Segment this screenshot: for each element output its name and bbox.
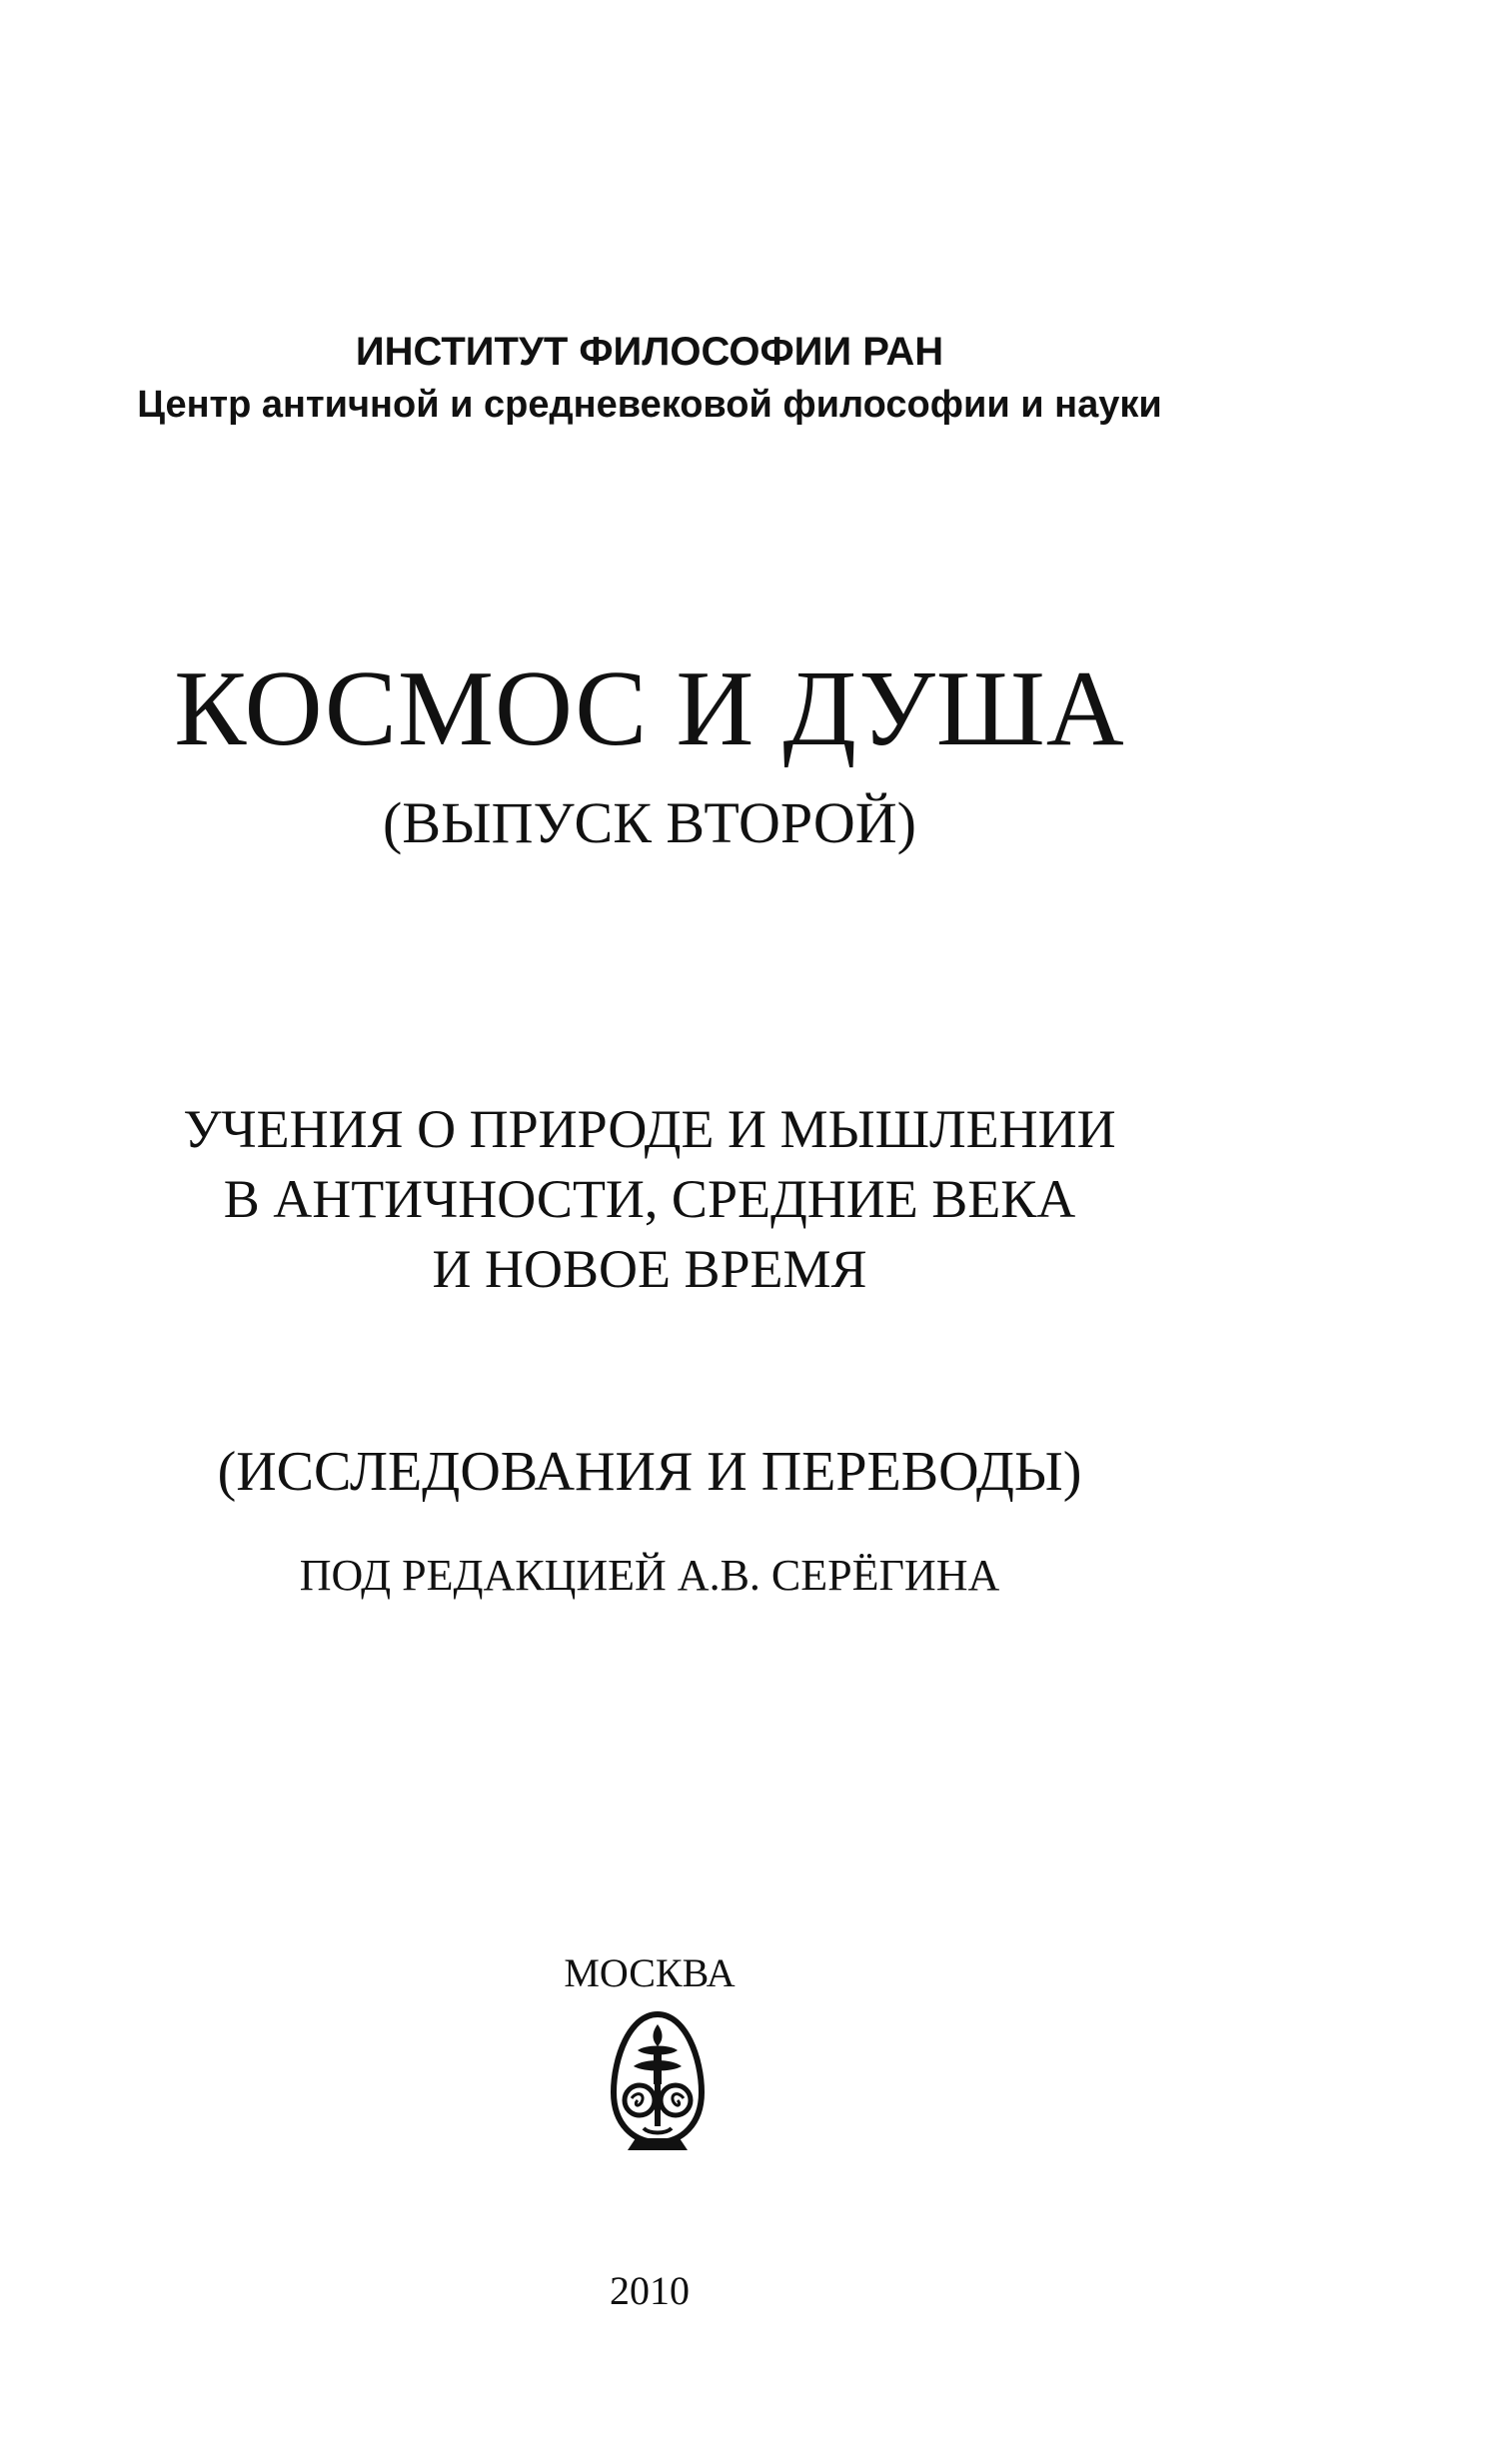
subtitle-line-1: УЧЕНИЯ О ПРИРОДЕ И МЫШЛЕНИИ <box>183 1099 1116 1159</box>
issue-label: (ВЫПУСК ВТОРОЙ) <box>383 790 916 855</box>
center-name: Центр античной и средневековой философии и науки <box>137 384 1162 426</box>
subtitle-line-2: В АНТИЧНОСТИ, СРЕДНИЕ ВЕКА <box>223 1169 1076 1229</box>
institute-name: ИНСТИТУТ ФИЛОСОФИИ РАН <box>355 330 944 374</box>
publication-year: 2010 <box>610 2268 690 2313</box>
genre-label: (ИССЛЕДОВАНИЯ И ПЕРЕВОДЫ) <box>217 1441 1082 1503</box>
editor-credit: ПОД РЕДАКЦИЕЙ А.В. СЕРЁГИНА <box>299 1551 1000 1600</box>
subtitle-line-3: И НОВОЕ ВРЕМЯ <box>432 1239 867 1299</box>
publisher-egg-logo-icon <box>608 2010 708 2152</box>
publication-city: МОСКВА <box>564 1950 736 1995</box>
book-title: КОСМОС И ДУША <box>174 649 1125 768</box>
